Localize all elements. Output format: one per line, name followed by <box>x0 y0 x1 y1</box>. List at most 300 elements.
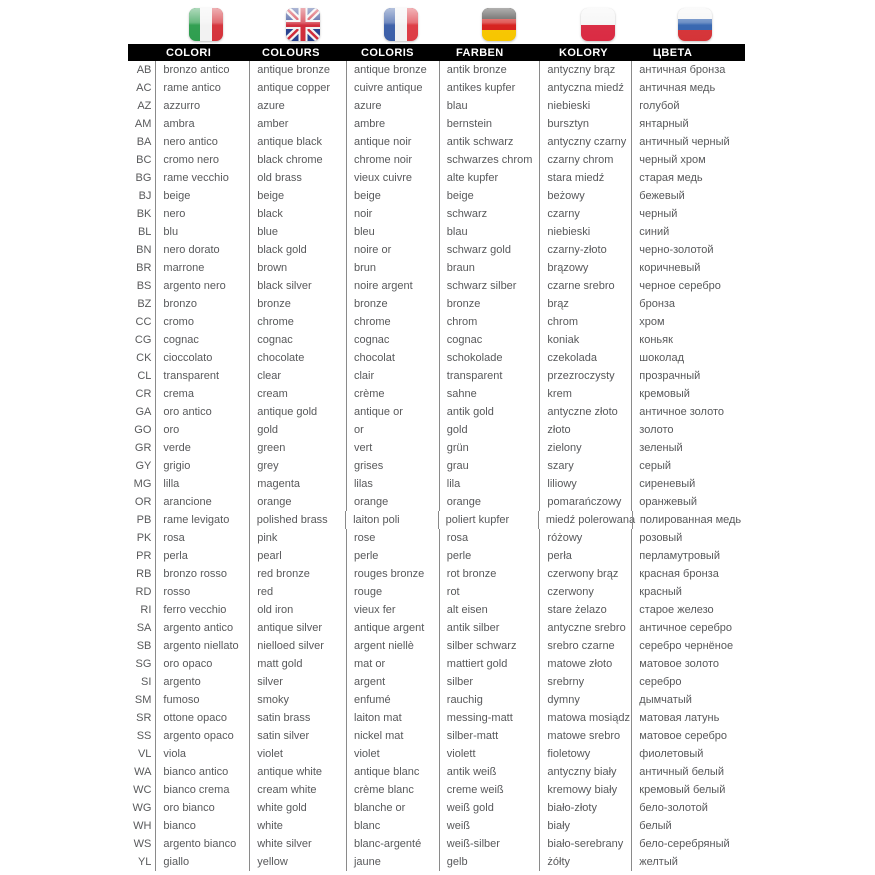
table-row <box>128 367 768 385</box>
cell-pl: miedź polerowana <box>538 511 632 529</box>
code-cell: RD <box>135 586 152 598</box>
table-row <box>128 511 768 529</box>
cell-pl: czekolada <box>539 349 631 367</box>
table-row <box>128 529 768 547</box>
cell-en: black chrome <box>249 151 346 169</box>
cell-ru: серебро <box>631 673 768 691</box>
cell-de: antik bronze <box>439 61 540 79</box>
cell-de: antikes kupfer <box>439 79 540 97</box>
cell-en: gold <box>249 421 346 439</box>
cell-fr: orange <box>346 493 439 511</box>
cell-de: poliert kupfer <box>438 511 538 529</box>
cell-it: argento bianco <box>155 835 249 853</box>
cell-pl: brązowy <box>539 259 631 277</box>
cell-it: beige <box>155 187 249 205</box>
code-cell: SB <box>136 640 152 652</box>
cell-en: violet <box>249 745 346 763</box>
cell-it: perla <box>155 547 249 565</box>
cell-ru: матовое золото <box>631 655 768 673</box>
cell-pl: czerwony brąz <box>539 565 631 583</box>
cell-pl: fioletowy <box>539 745 631 763</box>
table-row <box>128 277 768 295</box>
cell-it: marrone <box>155 259 249 277</box>
cell-it: ferro vecchio <box>155 601 249 619</box>
cell-ru: кремовый белый <box>631 781 768 799</box>
cell-en: orange <box>249 493 346 511</box>
cell-pl: niebieski <box>539 223 631 241</box>
table-row <box>128 115 768 133</box>
table-row <box>128 835 768 853</box>
cell-it: rame antico <box>155 79 249 97</box>
cell-en: beige <box>249 187 346 205</box>
cell-fr: vert <box>346 439 439 457</box>
cell-it: grigio <box>155 457 249 475</box>
code-cell: BZ <box>137 298 152 310</box>
flag-gloss-highlight <box>189 8 223 41</box>
russia-flag-icon <box>678 8 712 41</box>
cell-ru: зеленый <box>631 439 768 457</box>
cell-pl: krem <box>539 385 631 403</box>
cell-it: bronzo antico <box>155 61 249 79</box>
cell-de: beige <box>439 187 540 205</box>
table-row <box>128 205 768 223</box>
cell-pl: perła <box>539 547 631 565</box>
code-cell: AC <box>136 82 152 94</box>
cell-it: verde <box>155 439 249 457</box>
cell-en: white silver <box>249 835 346 853</box>
table-row <box>128 61 768 79</box>
table-row <box>128 331 768 349</box>
italy-flag-icon <box>189 8 223 41</box>
cell-it: bronzo <box>155 295 249 313</box>
table-row <box>128 241 768 259</box>
cell-en: white <box>249 817 346 835</box>
cell-ru: хром <box>631 313 768 331</box>
cell-ru: черный хром <box>631 151 768 169</box>
cell-en: pearl <box>249 547 346 565</box>
cell-pl: antyczny biały <box>539 763 631 781</box>
flag-gloss-highlight <box>678 8 712 41</box>
cell-de: chrom <box>439 313 540 331</box>
code-cell: BL <box>137 226 152 238</box>
cell-fr: chocolat <box>346 349 439 367</box>
cell-ru: кремовый <box>631 385 768 403</box>
cell-fr: cognac <box>346 331 439 349</box>
cell-fr: antique noir <box>346 133 439 151</box>
table-row <box>128 169 768 187</box>
code-cell: BN <box>136 244 152 256</box>
cell-ru: полированная медь <box>632 511 768 529</box>
cell-it: argento nero <box>155 277 249 295</box>
cell-en: old iron <box>249 601 346 619</box>
cell-fr: rose <box>346 529 439 547</box>
cell-pl: biało-złoty <box>539 799 631 817</box>
code-cell: PK <box>136 532 152 544</box>
table-row <box>128 655 768 673</box>
cell-ru: античный белый <box>631 763 768 781</box>
code-cell: MG <box>133 478 152 490</box>
cell-ru: бело-серебряный <box>631 835 768 853</box>
table-row <box>128 421 768 439</box>
cell-en: polished brass <box>249 511 345 529</box>
cell-fr: beige <box>346 187 439 205</box>
cell-pl: zielony <box>539 439 631 457</box>
cell-it: rosso <box>155 583 249 601</box>
cell-fr: jaune <box>346 853 439 871</box>
cell-pl: niebieski <box>539 97 631 115</box>
cell-it: nero dorato <box>155 241 249 259</box>
table-row <box>128 709 768 727</box>
cell-pl: pomarańczowy <box>539 493 631 511</box>
cell-pl: biało-serebrany <box>539 835 631 853</box>
table-row <box>128 349 768 367</box>
code-cell: PR <box>136 550 152 562</box>
cell-en: grey <box>249 457 346 475</box>
cell-en: magenta <box>249 475 346 493</box>
cell-ru: бежевый <box>631 187 768 205</box>
cell-ru: серый <box>631 457 768 475</box>
cell-de: rot bronze <box>439 565 540 583</box>
cell-it: rame levigato <box>155 511 248 529</box>
table-row <box>128 403 768 421</box>
cell-pl: beżowy <box>539 187 631 205</box>
cell-it: cromo nero <box>155 151 249 169</box>
cell-de: grau <box>439 457 540 475</box>
cell-de: schwarz gold <box>439 241 540 259</box>
cell-ru: матовая латунь <box>631 709 768 727</box>
cell-en: chrome <box>249 313 346 331</box>
cell-de: schwarz <box>439 205 540 223</box>
cell-pl: chrom <box>539 313 631 331</box>
cell-pl: stare żelazo <box>539 601 631 619</box>
cell-fr: perle <box>346 547 439 565</box>
cell-fr: argent niellè <box>346 637 439 655</box>
cell-it: ambra <box>155 115 249 133</box>
column-header: KOLORY <box>559 46 609 59</box>
poland-flag-icon <box>581 8 615 41</box>
cell-fr: grises <box>346 457 439 475</box>
code-cell: SM <box>134 694 152 706</box>
cell-ru: сиреневый <box>631 475 768 493</box>
cell-pl: biały <box>539 817 631 835</box>
cell-en: silver <box>249 673 346 691</box>
cell-en: satin brass <box>249 709 346 727</box>
cell-pl: czarne srebro <box>539 277 631 295</box>
cell-en: antique copper <box>249 79 346 97</box>
cell-en: red <box>249 583 346 601</box>
cell-de: mattiert gold <box>439 655 540 673</box>
cell-de: gelb <box>439 853 540 871</box>
cell-ru: розовый <box>631 529 768 547</box>
cell-it: argento <box>155 673 249 691</box>
table-row <box>128 745 768 763</box>
cell-fr: noir <box>346 205 439 223</box>
code-cell: BG <box>135 172 152 184</box>
cell-de: gold <box>439 421 540 439</box>
cell-de: violett <box>439 745 540 763</box>
cell-en: matt gold <box>249 655 346 673</box>
cell-fr: crème <box>346 385 439 403</box>
cell-fr: antique blanc <box>346 763 439 781</box>
cell-ru: серебро чернёное <box>631 637 768 655</box>
cell-it: fumoso <box>155 691 249 709</box>
cell-en: smoky <box>249 691 346 709</box>
column-header: COLOURS <box>262 46 320 59</box>
cell-de: weiß-silber <box>439 835 540 853</box>
cell-it: cromo <box>155 313 249 331</box>
cell-fr: noire argent <box>346 277 439 295</box>
cell-en: black <box>249 205 346 223</box>
cell-it: oro <box>155 421 249 439</box>
code-cell: SG <box>135 658 152 670</box>
code-cell: CK <box>136 352 152 364</box>
cell-fr: mat or <box>346 655 439 673</box>
cell-en: azure <box>249 97 346 115</box>
cell-it: cioccolato <box>155 349 249 367</box>
cell-pl: żółty <box>539 853 631 871</box>
cell-fr: crème blanc <box>346 781 439 799</box>
cell-it: oro bianco <box>155 799 249 817</box>
cell-it: transparent <box>155 367 249 385</box>
cell-fr: rouges bronze <box>346 565 439 583</box>
table-row <box>128 691 768 709</box>
table-row <box>128 763 768 781</box>
cell-it: bronzo rosso <box>155 565 249 583</box>
cell-ru: черный <box>631 205 768 223</box>
cell-en: black silver <box>249 277 346 295</box>
cell-de: orange <box>439 493 540 511</box>
cell-ru: матовое серебро <box>631 727 768 745</box>
cell-it: rosa <box>155 529 249 547</box>
germany-flag-icon <box>482 8 516 41</box>
cell-ru: старое железо <box>631 601 768 619</box>
cell-fr: ambre <box>346 115 439 133</box>
cell-en: old brass <box>249 169 346 187</box>
cell-fr: bronze <box>346 295 439 313</box>
code-cell: BA <box>136 136 152 148</box>
cell-pl: różowy <box>539 529 631 547</box>
cell-ru: синий <box>631 223 768 241</box>
cell-it: viola <box>155 745 249 763</box>
cell-fr: laiton mat <box>346 709 439 727</box>
cell-it: bianco crema <box>155 781 249 799</box>
flag-gloss-highlight <box>384 8 418 41</box>
cell-fr: azure <box>346 97 439 115</box>
cell-ru: фиолетовый <box>631 745 768 763</box>
code-cell: GR <box>134 442 152 454</box>
column-header: FARBEN <box>456 46 504 59</box>
cell-de: antik gold <box>439 403 540 421</box>
cell-ru: черное серебро <box>631 277 768 295</box>
cell-de: sahne <box>439 385 540 403</box>
table-row <box>128 223 768 241</box>
code-cell: SS <box>136 730 152 742</box>
cell-pl: przezroczysty <box>539 367 631 385</box>
cell-it: crema <box>155 385 249 403</box>
cell-pl: stara miedź <box>539 169 631 187</box>
cell-de: alte kupfer <box>439 169 540 187</box>
cell-pl: czarny-złoto <box>539 241 631 259</box>
cell-fr: or <box>346 421 439 439</box>
table-row <box>128 79 768 97</box>
cell-ru: старая медь <box>631 169 768 187</box>
cell-pl: antyczne złoto <box>539 403 631 421</box>
cell-ru: античное серебро <box>631 619 768 637</box>
cell-ru: дымчатый <box>631 691 768 709</box>
cell-de: blau <box>439 223 540 241</box>
cell-it: arancione <box>155 493 249 511</box>
cell-en: antique black <box>249 133 346 151</box>
code-cell: GO <box>134 424 152 436</box>
cell-it: oro opaco <box>155 655 249 673</box>
cell-en: nielloed silver <box>249 637 346 655</box>
cell-de: rot <box>439 583 540 601</box>
table-row <box>128 637 768 655</box>
code-cell: BS <box>136 280 152 292</box>
cell-en: amber <box>249 115 346 133</box>
code-cell: CG <box>134 334 152 346</box>
cell-it: argento antico <box>155 619 249 637</box>
cell-de: blau <box>439 97 540 115</box>
cell-de: antik silber <box>439 619 540 637</box>
cell-de: grün <box>439 439 540 457</box>
table-row <box>128 547 768 565</box>
cell-fr: blanc-argenté <box>346 835 439 853</box>
code-cell: GA <box>135 406 152 418</box>
cell-de: schokolade <box>439 349 540 367</box>
uk-flag-icon <box>286 8 320 41</box>
cell-fr: nickel mat <box>346 727 439 745</box>
cell-en: cream <box>249 385 346 403</box>
cell-en: antique gold <box>249 403 346 421</box>
cell-de: weiß gold <box>439 799 540 817</box>
table-row <box>128 97 768 115</box>
cell-pl: koniak <box>539 331 631 349</box>
cell-ru: коньяк <box>631 331 768 349</box>
code-cell: AB <box>136 64 152 76</box>
flag-gloss-highlight <box>581 8 615 41</box>
cell-en: yellow <box>249 853 346 871</box>
code-cell: PB <box>136 514 152 526</box>
cell-fr: violet <box>346 745 439 763</box>
cell-ru: коричневый <box>631 259 768 277</box>
table-row <box>128 475 768 493</box>
cell-fr: chrome noir <box>346 151 439 169</box>
cell-pl: kremowy biały <box>539 781 631 799</box>
cell-ru: желтый <box>631 853 768 871</box>
cell-pl: czerwony <box>539 583 631 601</box>
cell-fr: vieux fer <box>346 601 439 619</box>
cell-en: chocolate <box>249 349 346 367</box>
cell-fr: bleu <box>346 223 439 241</box>
code-cell: SA <box>136 622 152 634</box>
code-cell: RB <box>136 568 152 580</box>
cell-pl: matowe srebro <box>539 727 631 745</box>
cell-en: pink <box>249 529 346 547</box>
cell-fr: blanc <box>346 817 439 835</box>
cell-ru: янтарный <box>631 115 768 133</box>
cell-de: schwarzes chrom <box>439 151 540 169</box>
cell-pl: czarny chrom <box>539 151 631 169</box>
cell-en: satin silver <box>249 727 346 745</box>
table-body <box>128 61 768 871</box>
cell-en: green <box>249 439 346 457</box>
flag-gloss-highlight <box>286 8 320 41</box>
cell-de: braun <box>439 259 540 277</box>
code-cell: WG <box>132 802 152 814</box>
cell-ru: перламутровый <box>631 547 768 565</box>
cell-ru: голубой <box>631 97 768 115</box>
cell-de: antik weiß <box>439 763 540 781</box>
cell-it: oro antico <box>155 403 249 421</box>
code-cell: AZ <box>137 100 152 112</box>
cell-de: transparent <box>439 367 540 385</box>
code-cell: SR <box>136 712 152 724</box>
table-row <box>128 853 768 871</box>
cell-ru: оранжевый <box>631 493 768 511</box>
code-cell: YL <box>137 856 152 868</box>
code-cell: SI <box>141 676 152 688</box>
code-cell: BR <box>136 262 152 274</box>
cell-fr: argent <box>346 673 439 691</box>
code-cell: GY <box>135 460 152 472</box>
cell-pl: antyczne srebro <box>539 619 631 637</box>
cell-it: blu <box>155 223 249 241</box>
cell-it: lilla <box>155 475 249 493</box>
cell-fr: brun <box>346 259 439 277</box>
cell-en: red bronze <box>249 565 346 583</box>
table-row <box>128 151 768 169</box>
cell-de: alt eisen <box>439 601 540 619</box>
cell-de: bernstein <box>439 115 540 133</box>
column-header: COLORI <box>166 46 212 59</box>
cell-de: messing-matt <box>439 709 540 727</box>
cell-it: nero antico <box>155 133 249 151</box>
cell-ru: античное золото <box>631 403 768 421</box>
cell-fr: clair <box>346 367 439 385</box>
table-row <box>128 565 768 583</box>
cell-ru: античная бронза <box>631 61 768 79</box>
cell-de: cognac <box>439 331 540 349</box>
cell-pl: brąz <box>539 295 631 313</box>
cell-it: cognac <box>155 331 249 349</box>
column-header: ЦВЕТА <box>653 46 693 59</box>
cell-it: azzurro <box>155 97 249 115</box>
cell-it: bianco <box>155 817 249 835</box>
cell-ru: античная медь <box>631 79 768 97</box>
table-row <box>128 799 768 817</box>
cell-it: argento niellato <box>155 637 249 655</box>
table-row <box>128 727 768 745</box>
france-flag-icon <box>384 8 418 41</box>
cell-pl: antyczny czarny <box>539 133 631 151</box>
cell-fr: chrome <box>346 313 439 331</box>
code-cell: CL <box>137 370 152 382</box>
code-cell: OR <box>134 496 152 508</box>
cell-en: cognac <box>249 331 346 349</box>
cell-ru: шоколад <box>631 349 768 367</box>
code-cell: BJ <box>138 190 152 202</box>
cell-fr: antique bronze <box>346 61 439 79</box>
table-row <box>128 259 768 277</box>
table-row <box>128 313 768 331</box>
code-cell: WA <box>134 766 152 778</box>
table-row <box>128 295 768 313</box>
cell-fr: noire or <box>346 241 439 259</box>
cell-ru: прозрачный <box>631 367 768 385</box>
table-row <box>128 133 768 151</box>
table-row <box>128 619 768 637</box>
